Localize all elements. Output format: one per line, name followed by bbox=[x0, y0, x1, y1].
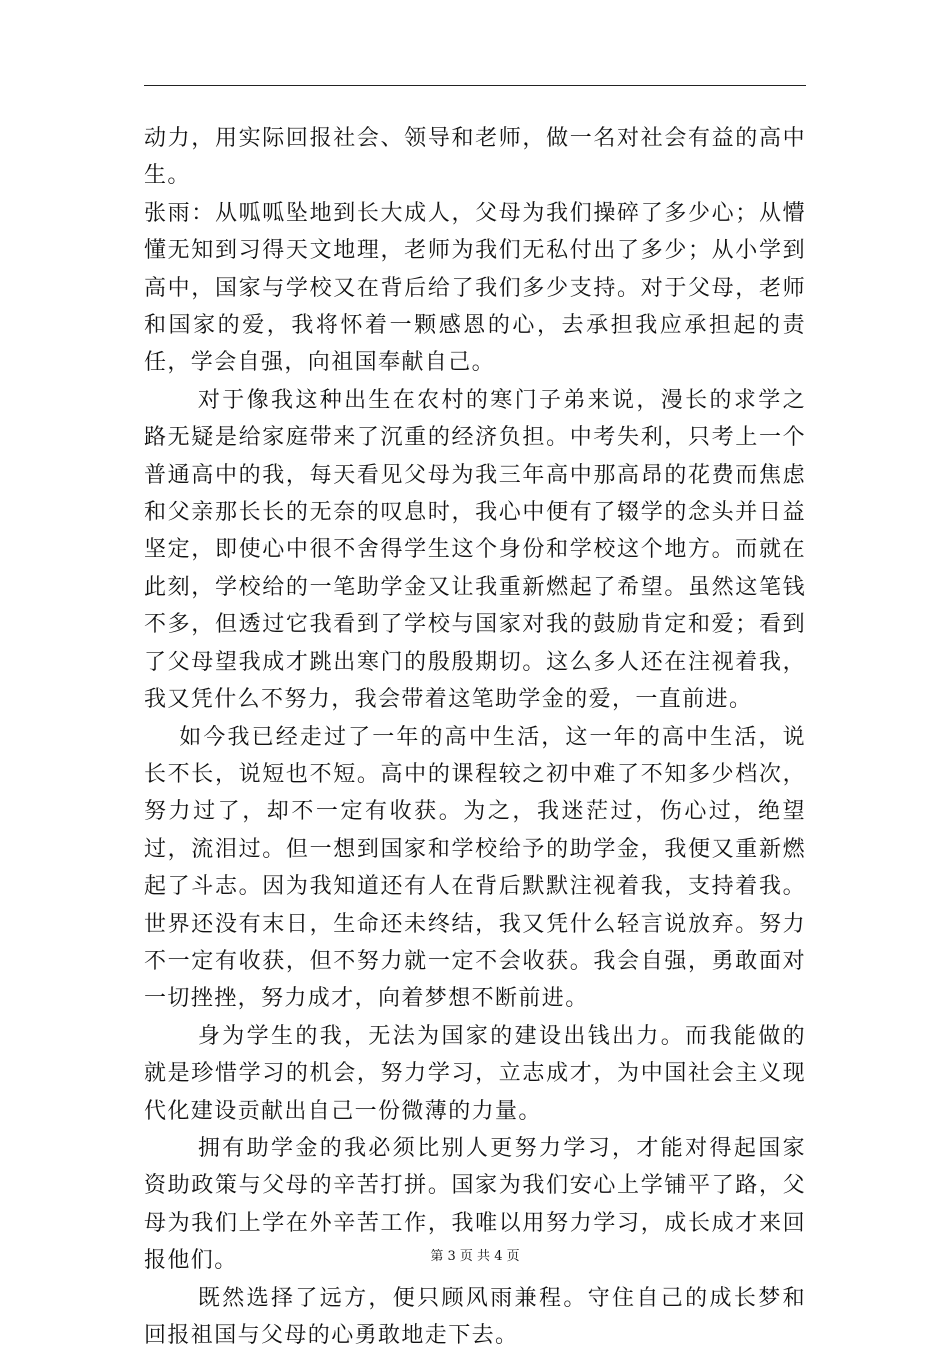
paragraph-1: 动力，用实际回报社会、领导和老师，做一名对社会有益的高中生。 bbox=[144, 126, 806, 189]
paragraph-5: 身为学生的我，无法为国家的建设出钱出力。而我能做的就是珍惜学习的机会，努力学习，立志成才，为中国社会主义现代化建设贡献出自己一份微薄的力量。 bbox=[144, 1023, 806, 1124]
paragraph-3: 对于像我这种出生在农村的寒门子弟来说，漫长的求学之路无疑是给家庭带来了沉重的经济负担。中考失利，只考上一个普通高中的我，每天看见父母为我三年高中那高昂的花费而焦虑和父亲那长长的无奈的叹息时，我心中便有了辍学的念头并日益坚定，即使心中很不舍得学生这个身份和学校这个地方。而就在此刻，学校给的一笔助学金又让我重新燃起了希望。虽然这笔钱不多，但透过它我看到了学校与国家对我的鼓励肯定和爱；看到了父母望我成才跳出寒门的殷殷期切。这么多人还在注视着我，我又凭什么不努力，我会带着这笔助学金的爱，一直前进。 bbox=[144, 387, 806, 713]
document-body bbox=[144, 120, 806, 1354]
page-number: 第 3 页 共 4 页 bbox=[430, 1249, 520, 1264]
paragraph-7: 既然选择了远方，便只顾风雨兼程。守住自己的成长梦和回报祖国与父母的心勇敢地走下去。 bbox=[144, 1285, 806, 1348]
paragraph-6: 拥有助学金的我必须比别人更努力学习，才能对得起国家资助政策与父母的辛苦打拼。国家为我们安心上学铺平了路，父母为我们上学在外辛苦工作，我唯以用努力学习，成长成才来回报他们。 bbox=[144, 1135, 806, 1274]
header-rule bbox=[144, 85, 806, 86]
paragraph-4: 如今我已经走过了一年的高中生活，这一年的高中生活，说长不长，说短也不短。高中的课程较之初中难了不知多少档次，努力过了，却不一定有收获。为之，我迷茫过，伤心过，绝望过，流泪过。但一想到国家和学校给予的助学金，我便又重新燃起了斗志。因为我知道还有人在背后默默注视着我，支持着我。世界还没有末日，生命还未终结，我又凭什么轻言说放弃。努力不一定有收获，但不努力就一定不会收获。我会自强，勇敢面对一切挫挫，努力成才，向着梦想不断前进。 bbox=[144, 724, 806, 1012]
paragraph-2: 张雨：从呱呱坠地到长大成人，父母为我们操碎了多少心；从懵懂无知到习得天文地理，老师为我们无私付出了多少；从小学到高中，国家与学校又在背后给了我们多少支持。对于父母，老师和国家的爱，我将怀着一颗感恩的心，去承担我应承担起的责任，学会自强，向祖国奉献自己。 bbox=[144, 200, 806, 376]
